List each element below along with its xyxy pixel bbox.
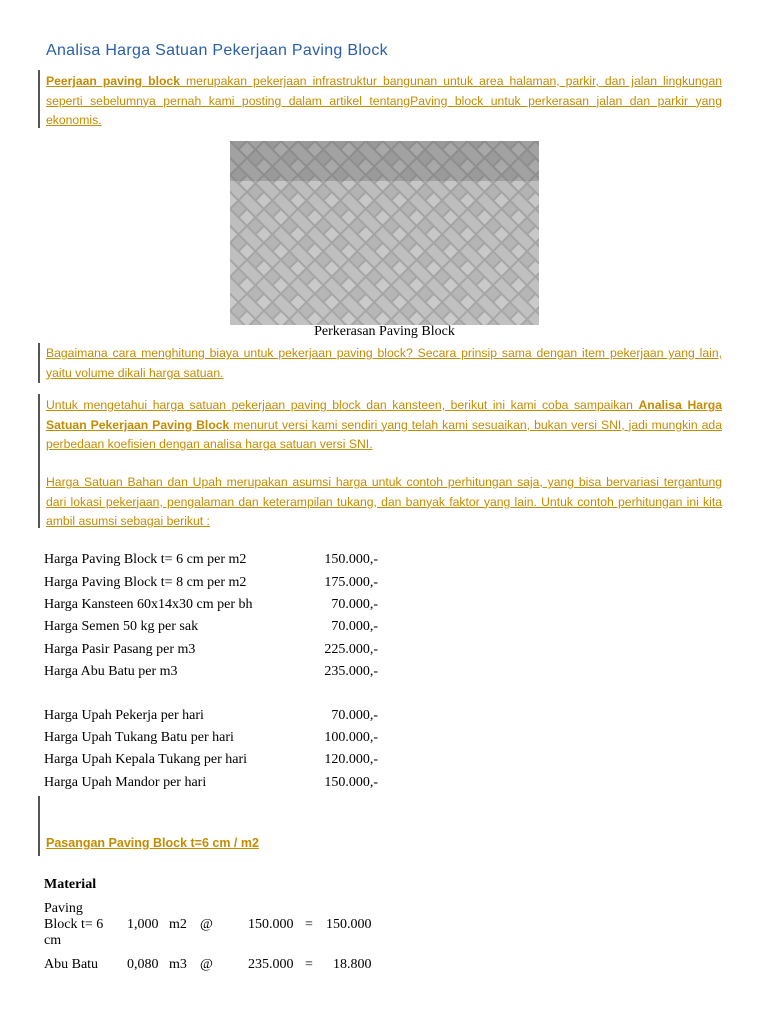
equals-sign: =: [305, 957, 313, 972]
quote-bar: [38, 394, 40, 528]
price-value: 225.000,-: [324, 642, 378, 657]
price-value: 150.000,-: [324, 552, 378, 567]
price-value: 70.000,-: [331, 619, 378, 634]
price-value: 235.000,-: [324, 664, 378, 679]
material-name: Abu Batu: [44, 957, 99, 972]
material-name: cm: [44, 933, 62, 948]
price-row: [44, 642, 384, 662]
price-label: Harga Upah Kepala Tukang per hari: [44, 752, 248, 767]
section-link-paving-6cm[interactable]: Pasangan Paving Block t=6 cm / m2: [46, 836, 259, 850]
price-label: Harga Upah Tukang Batu per hari: [44, 730, 234, 745]
price-label: Harga Upah Pekerja per hari: [44, 708, 204, 723]
material-name: Paving: [44, 901, 83, 916]
price-row: [44, 664, 384, 684]
material-qty: 1,000: [127, 917, 159, 932]
price-value: 70.000,-: [331, 708, 378, 723]
intro-paragraph: [46, 72, 722, 131]
price-value: 120.000,-: [324, 752, 378, 767]
material-unit: m2: [169, 917, 187, 932]
quote-bar: [38, 70, 40, 128]
quote-bar: [38, 343, 40, 383]
material-price: 235.000: [248, 957, 294, 972]
price-value: 100.000,-: [324, 730, 378, 745]
price-row: [44, 619, 384, 639]
paragraph-intro-question: Bagaimana cara menghitung biaya untuk pekerjaan paving block? Secara prinsip sama dengan item pekerjaan yang lain, yaitu volume dikali harga satuan.: [46, 346, 722, 380]
analysis-bold: Analisa Harga Satuan Pekerjaan Paving Block: [46, 398, 722, 432]
price-label: Harga Pasir Pasang per m3: [44, 642, 196, 657]
intro-text: merupakan pekerjaan infrastruktur bangunan untuk area halaman, parkir, dan jalan lingkungan seperti sebelumnya pernah kami posting dalam artikel tentang: [46, 74, 722, 108]
price-label: Harga Upah Mandor per hari: [44, 775, 207, 790]
price-row: [44, 597, 384, 617]
analysis-text-2: menurut versi kami sendiri yang telah kami sesuaikan, bukan versi SNI, jadi mungkin ada perbedaan koefisien dengan analisa harga satuan versi SNI.: [46, 417, 722, 451]
image-caption: Perkerasan Paving Block: [314, 324, 455, 339]
price-row: [44, 552, 384, 572]
material-row: [44, 957, 384, 975]
price-label: Harga Kansteen 60x14x30 cm per bh: [44, 597, 253, 612]
paving-block-photo: [230, 141, 539, 325]
quote-bar: [38, 796, 40, 856]
price-value: 70.000,-: [331, 597, 378, 612]
price-value: 150.000,-: [324, 775, 378, 790]
price-label: Harga Paving Block t= 6 cm per m2: [44, 552, 247, 567]
material-unit: m3: [169, 957, 187, 972]
price-value: 175.000,-: [324, 575, 378, 590]
intro-article-link[interactable]: Paving block untuk perkerasan jalan dan parkir yang ekonomis.: [46, 93, 722, 127]
price-row: [44, 708, 384, 728]
price-row: [44, 730, 384, 750]
price-label: Harga Semen 50 kg per sak: [44, 619, 199, 634]
price-label: Harga Abu Batu per m3: [44, 664, 178, 679]
page-title: Analisa Harga Satuan Pekerjaan Paving Block: [46, 42, 388, 59]
analysis-text-1: Untuk mengetahui harga satuan pekerjaan paving block dan kansteen, berikut ini kami coba sampaikan: [46, 398, 639, 412]
equals-sign: =: [305, 917, 313, 932]
price-row: [44, 775, 384, 795]
material-name: Block t= 6: [44, 917, 104, 932]
material-total: 18.800: [333, 957, 372, 972]
material-heading: Material: [44, 877, 97, 892]
material-total: 150.000: [326, 917, 372, 932]
material-qty: 0,080: [127, 957, 159, 972]
paragraph-analysis: [46, 396, 722, 455]
material-row: [44, 901, 384, 949]
price-row: [44, 752, 384, 772]
price-label: Harga Paving Block t= 8 cm per m2: [44, 575, 247, 590]
at-symbol: @: [200, 957, 213, 972]
intro-bold-link[interactable]: Peerjaan paving block: [46, 74, 180, 88]
price-row: [44, 575, 384, 595]
paragraph-assumption: Harga Satuan Bahan dan Upah merupakan asumsi harga untuk contoh perhitungan saja, yang bisa bervariasi tergantung dari lokasi pekerjaan, pengalaman dan keterampilan tukang, dan banyak faktor yang lain. Untuk contoh perhitungan ini kita ambil asumsi sebagai berikut :: [46, 475, 722, 528]
at-symbol: @: [200, 917, 213, 932]
material-price: 150.000: [248, 917, 294, 932]
